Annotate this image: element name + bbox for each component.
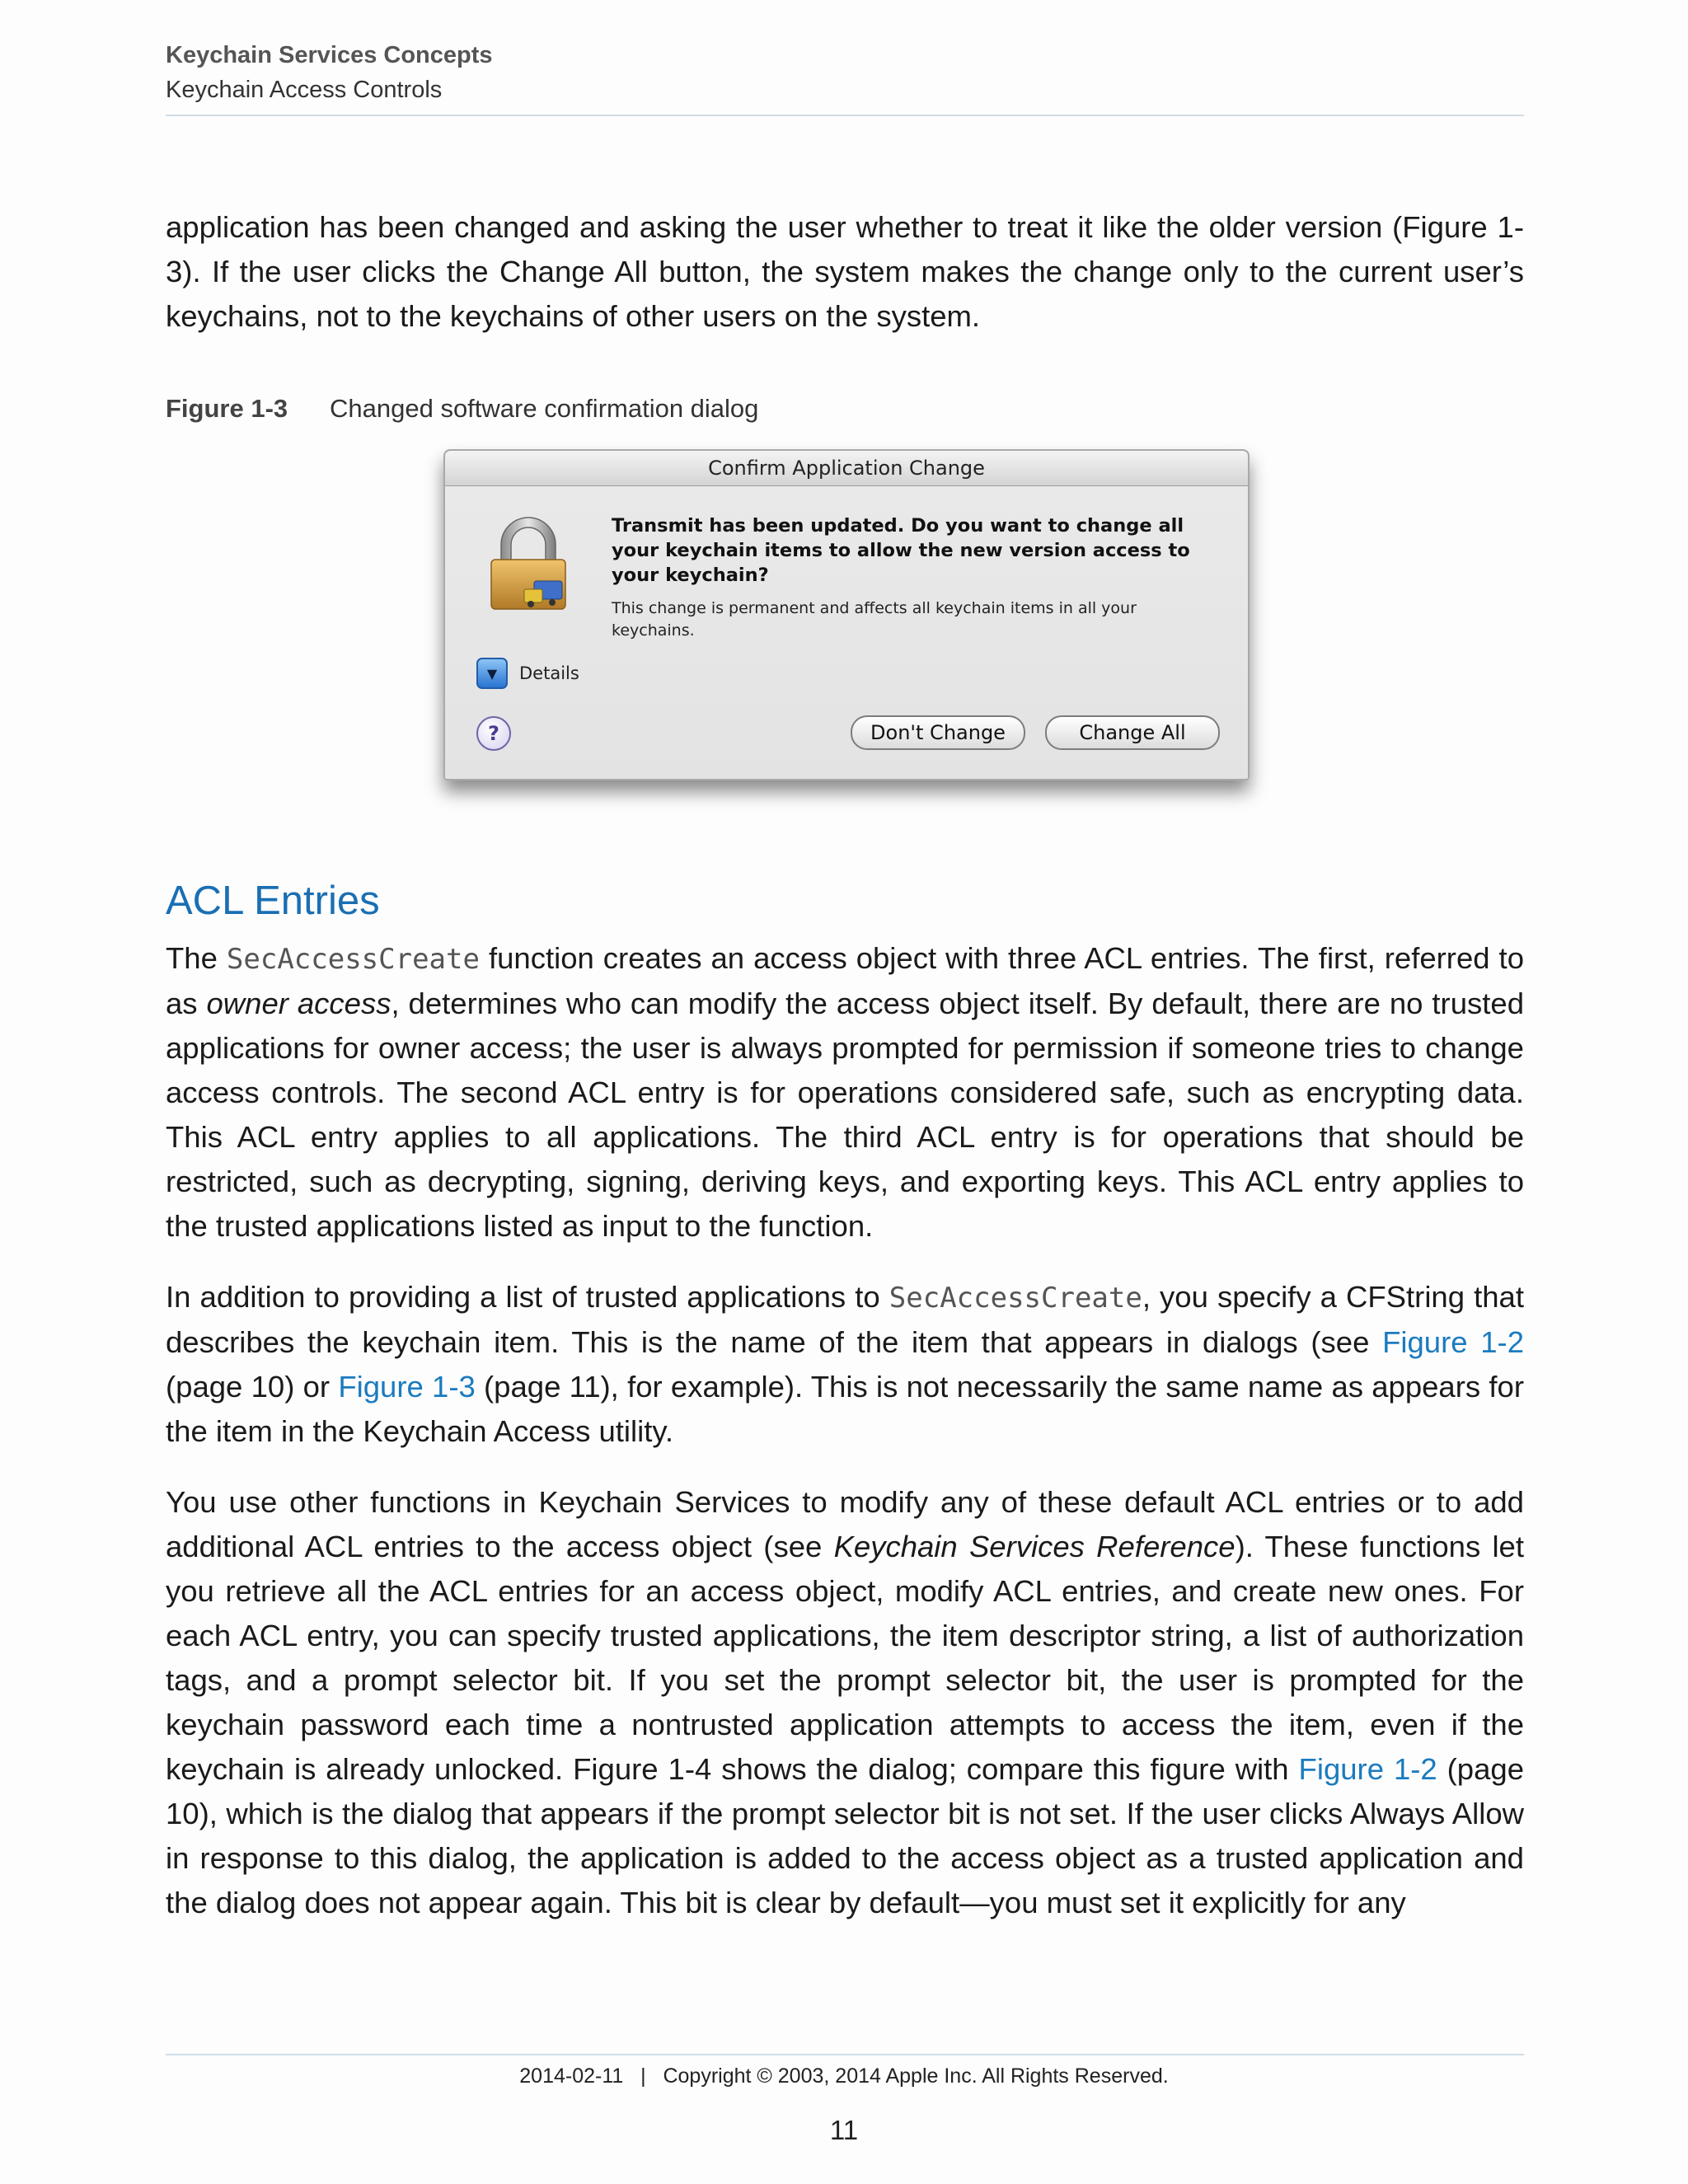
link-figure-1-3[interactable]: Figure 1-3	[338, 1370, 476, 1404]
para3-text-2: ). These functions let you retrieve all the ACL entries for an access object, modify ACL entries, and create new ones. For each ACL entry, you can specify trusted applications, the item descriptor string, a list of authorization tags, and a prompt selector bit. If you set the prompt selector bit, the user is prompted for the keychain password each time a nontrusted application attempts to access the item, even if the keychain is already unlocked. Figure 1-4 shows the dialog; compare this figure with	[166, 1530, 1525, 1786]
intro-paragraph: application has been changed and asking the user whether to treat it like the older version (Figure 1-3). If the user clicks the Change All button, the system makes the change only to the current user’s keychains, not to the keychains of other users on the system.	[166, 210, 1524, 333]
para3-text-3: (page 10), which is the dialog that appears if the prompt selector bit is not set. If the user clicks Always Allow in response to this dialog, the application is added to the access object as a trusted application and the dialog does not appear again. This bit is clear by default—you must set it explicitly for any	[166, 1752, 1524, 1919]
para1-text-2: function creates an access object with three ACL entries. The first, referred to as	[166, 941, 1524, 1020]
dont-change-button[interactable]: Don't Change	[851, 715, 1025, 750]
change-all-button[interactable]: Change All	[1045, 715, 1220, 750]
dialog-message-secondary: This change is permanent and affects all keychain items in all your keychains.	[612, 599, 1137, 640]
term-owner-access: owner access	[206, 987, 392, 1020]
paragraph-acl-functions	[166, 1480, 1524, 1925]
para2-text-1: In addition to providing a list of trusted applications to	[166, 1280, 889, 1314]
body-paragraphs	[166, 936, 1524, 1925]
details-disclosure[interactable]	[476, 657, 579, 690]
disclosure-triangle-icon[interactable]: ▼	[476, 658, 508, 689]
figure-number: Figure 1-3	[166, 394, 288, 423]
link-figure-1-2[interactable]: Figure 1-2	[1382, 1325, 1524, 1359]
help-button[interactable]: ?	[476, 716, 511, 751]
figure-title: Changed software confirmation dialog	[330, 394, 759, 423]
para1-text-3: , determines who can modify the access object itself. By default, there are no trusted applications for owner access; the user is always prompted for permission if someone tries to change access controls. The second ACL entry is for operations considered safe, such as encrypting data. This ACL entry applies to all applications. The third ACL entry is for operations that should be restricted, such as decrypting, signing, deriving keys, and exporting keys. This ACL entry applies to the trusted applications listed as input to the function.	[166, 987, 1524, 1243]
para2-text-3: (page 10) or	[166, 1370, 339, 1404]
footer-divider	[166, 2054, 1524, 2055]
dialog-title: Confirm Application Change	[445, 451, 1248, 486]
paragraph-acl-intro	[166, 936, 1524, 1249]
link-figure-1-2-second[interactable]: Figure 1-2	[1298, 1752, 1437, 1786]
confirm-application-change-dialog	[443, 449, 1250, 780]
header-divider	[166, 115, 1524, 116]
dialog-message	[612, 513, 1213, 642]
para3-text-1: You use other functions in Keychain Services to modify any of these default ACL entries or to add additional ACL entries to the access object (see	[166, 1485, 1524, 1563]
section-heading: ACL Entries	[166, 879, 380, 923]
details-label: Details	[519, 663, 579, 683]
running-header	[166, 38, 1524, 107]
code-secaccesscreate: SecAccessCreate	[226, 943, 480, 976]
header-section-title: Keychain Access Controls	[166, 77, 443, 103]
figure-caption	[166, 391, 758, 427]
dialog-message-primary: Transmit has been updated. Do you want to change all your keychain items to allow the new version access to your keychain?	[612, 515, 1190, 586]
intro-paragraph-block	[166, 205, 1524, 339]
header-chapter-title: Keychain Services Concepts	[166, 42, 493, 68]
para1-text-1: The	[166, 941, 227, 975]
ref-keychain-services-reference: Keychain Services Reference	[833, 1530, 1236, 1563]
paragraph-cfstring	[166, 1275, 1524, 1454]
footer-copyright: 2014-02-11 | Copyright © 2003, 2014 Apple Inc. All Rights Reserved.	[519, 2064, 1169, 2088]
para2-text-2: , you specify a CFString that describes the keychain item. This is the name of the item that appears in dialogs (see	[166, 1280, 1524, 1359]
para2-text-4: (page 11), for example). This is not necessarily the same name as appears for the item in the Keychain Access utility.	[166, 1370, 1524, 1448]
code-secaccesscreate-2: SecAccessCreate	[889, 1282, 1142, 1315]
page-number: 11	[829, 2115, 859, 2145]
keychain-lock-icon	[483, 513, 574, 612]
